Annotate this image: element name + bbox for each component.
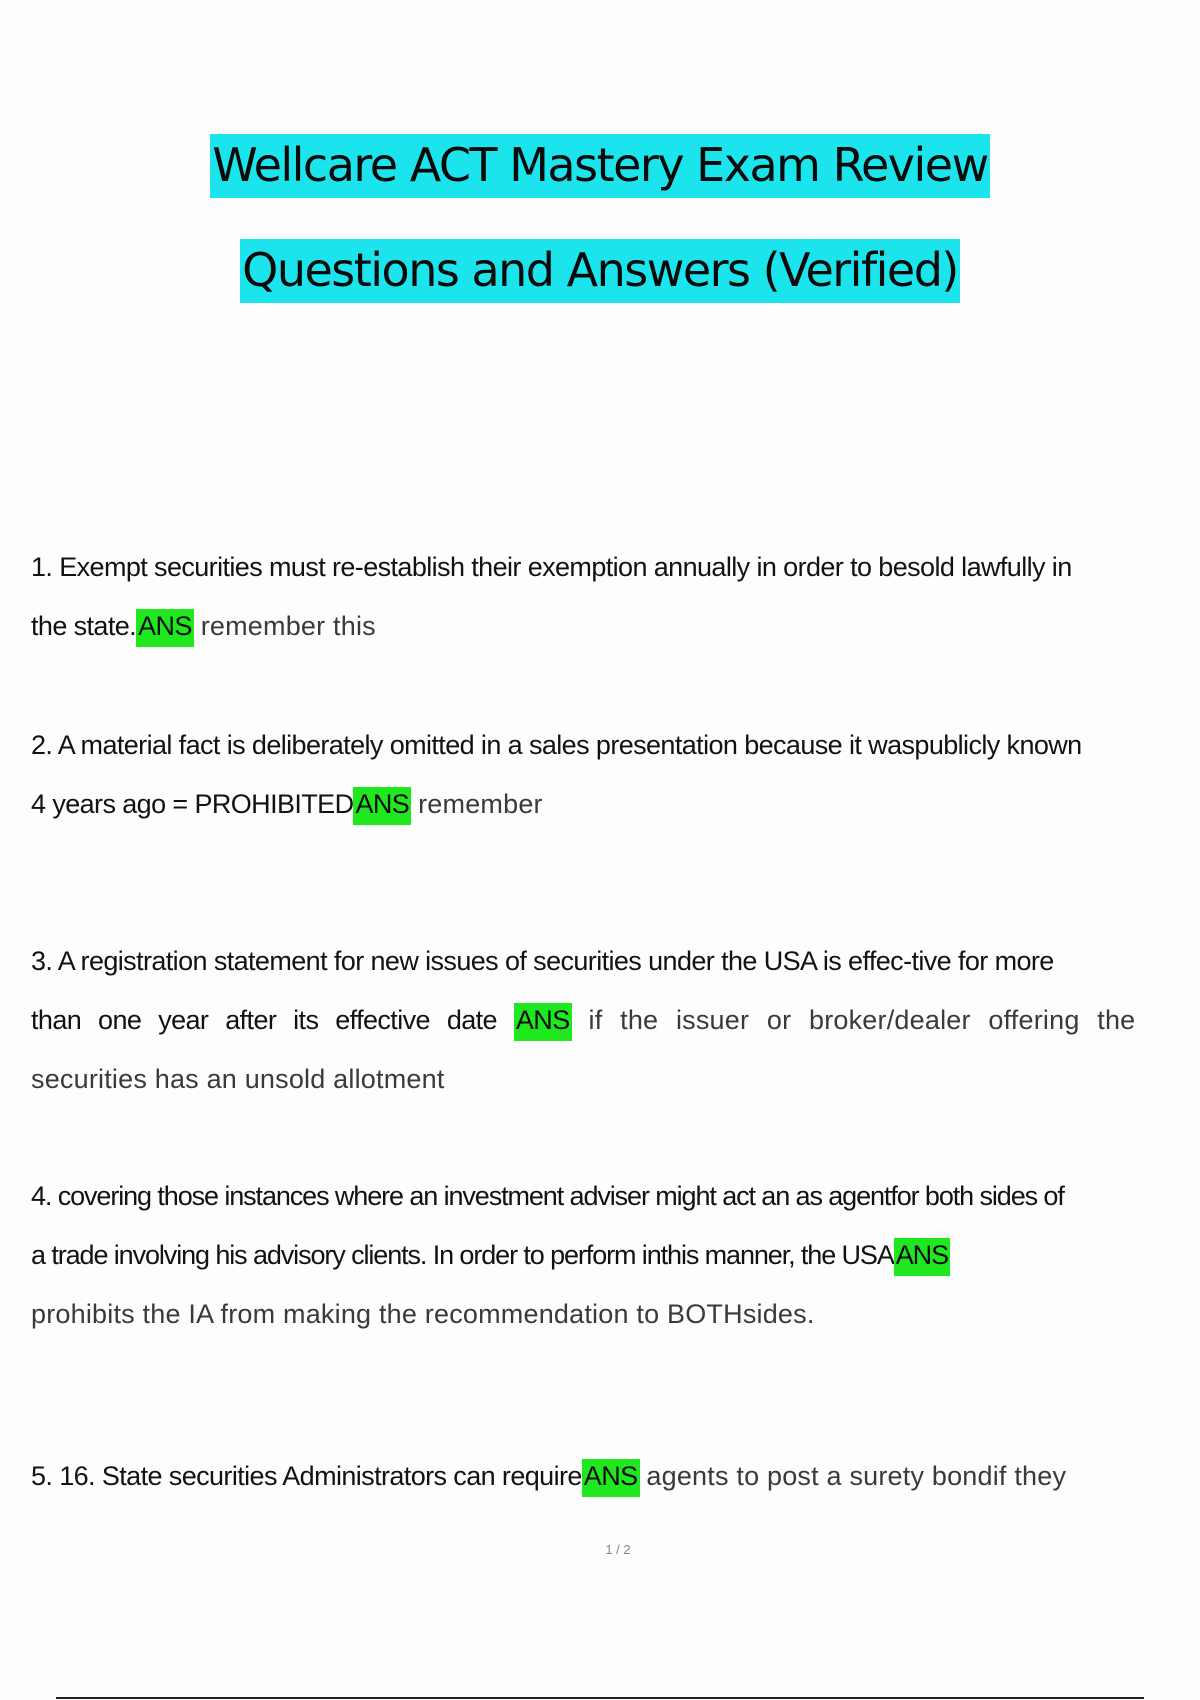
answer-text-line bbox=[31, 1050, 1200, 1109]
answer-text: securities has an unsold allotment bbox=[31, 1064, 445, 1094]
answer-text: agents to post a surety bondif they bbox=[646, 1461, 1067, 1491]
ans-highlight: ANS bbox=[136, 609, 194, 647]
question-text-line bbox=[31, 932, 1200, 991]
ans-highlight: ANS bbox=[353, 787, 411, 825]
question-text-line bbox=[31, 538, 1200, 597]
question-text-line bbox=[31, 716, 1200, 775]
answer-text: prohibits the IA from making the recommendation to BOTHsides. bbox=[31, 1299, 815, 1329]
answer-text: remember bbox=[418, 789, 543, 819]
question-text: 4 years ago = PROHIBITED bbox=[31, 789, 354, 819]
document-title-line-1 bbox=[0, 138, 1200, 192]
page-bottom-rule bbox=[56, 1697, 1144, 1699]
question-text: 3. A registration statement for new issues of securities under the USA is effec-tive for more bbox=[31, 946, 1054, 976]
question-text-line bbox=[31, 775, 1200, 834]
question-item-1 bbox=[31, 538, 1200, 656]
ans-highlight: ANS bbox=[514, 1003, 572, 1041]
question-text-line bbox=[31, 1226, 1200, 1285]
ans-highlight: ANS bbox=[582, 1459, 640, 1497]
title-highlight: Questions and Answers (Verified) bbox=[240, 239, 960, 303]
question-item-5 bbox=[31, 1447, 1200, 1506]
question-text: 5. 16. State securities Administrators can require bbox=[31, 1461, 582, 1491]
question-text-line bbox=[31, 991, 1200, 1050]
ans-highlight: ANS bbox=[894, 1238, 950, 1276]
question-item-2 bbox=[31, 716, 1200, 834]
question-text: 4. covering those instances where an investment adviser might act an as agentfor both sides of bbox=[31, 1181, 1064, 1211]
page-number: 1 / 2 bbox=[605, 1542, 631, 1557]
answer-text: if the issuer or broker/dealer offering the bbox=[588, 1005, 1136, 1035]
question-text: the state. bbox=[31, 611, 137, 641]
title-highlight: Wellcare ACT Mastery Exam Review bbox=[210, 134, 989, 198]
question-text: 1. Exempt securities must re-establish their exemption annually in order to besold lawfully in bbox=[31, 552, 1072, 582]
answer-text-line bbox=[31, 1285, 1200, 1344]
question-text: a trade involving his advisory clients. In order to perform inthis manner, the USA bbox=[31, 1240, 894, 1270]
question-item-3 bbox=[31, 932, 1200, 1109]
question-text: 2. A material fact is deliberately omitted in a sales presentation because it waspublicly known bbox=[31, 730, 1082, 760]
answer-text: remember this bbox=[200, 611, 376, 641]
document-title-line-2 bbox=[0, 243, 1200, 297]
question-text: than one year after its effective date bbox=[31, 1005, 497, 1035]
question-text-line bbox=[31, 1167, 1200, 1226]
question-item-4 bbox=[31, 1167, 1200, 1344]
question-text-line bbox=[31, 1447, 1200, 1506]
question-text-line bbox=[31, 597, 1200, 656]
